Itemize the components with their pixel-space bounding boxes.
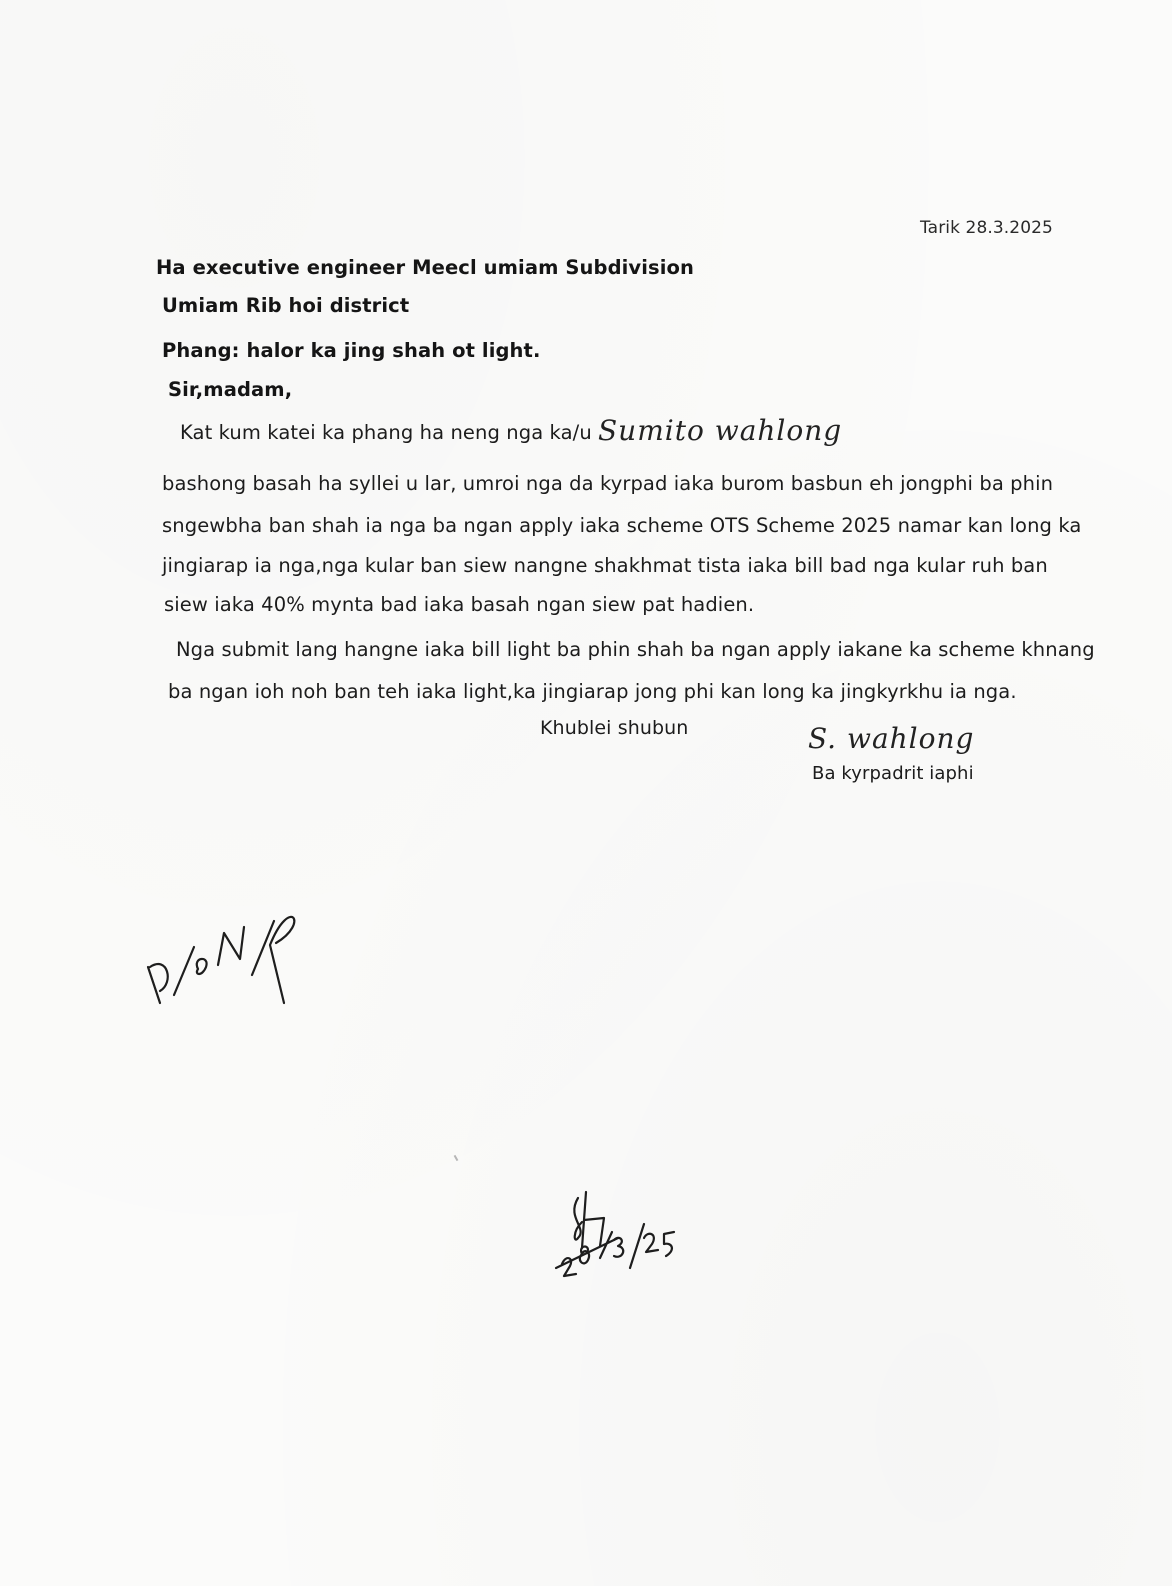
signature-caption: Ba kyrpadrit iaphi <box>812 763 974 784</box>
body-line-7: ba ngan ioh noh ban teh iaka light,ka jingiarap jong phi kan long ka jingkyrkhu ia nga. <box>168 680 1017 703</box>
body-line-6: Nga submit lang hangne iaka bill light ba phin shah ba ngan apply iakane ka scheme khnang <box>176 638 1095 661</box>
recipient-line-2: Umiam Rib hoi district <box>162 294 410 317</box>
body-line-3: sngewbha ban shah ia nga ba ngan apply iaka scheme OTS Scheme 2025 namar kan long ka <box>162 514 1082 537</box>
body-line-2: bashong basah ha syllei u lar, umroi nga da kyrpad iaka burom basbun eh jongphi ba phin <box>162 472 1054 495</box>
scan-speck <box>454 1155 459 1161</box>
letter-date: Tarik 28.3.2025 <box>920 218 1053 238</box>
salutation: Sir,madam, <box>168 378 293 401</box>
initials-scribble <box>548 1188 688 1288</box>
body-line-4: jingiarap ia nga,nga kular ban siew nangne shakhmat tista iaka bill bad nga kular ruh ban <box>162 554 1048 577</box>
recipient-line-1: Ha executive engineer Meecl umiam Subdivision <box>156 256 694 279</box>
margin-note-text <box>140 1020 144 1021</box>
signature-handwritten: S. wahlong <box>808 722 975 755</box>
body-line-1: Kat kum katei ka phang ha neng nga ka/u <box>180 421 592 444</box>
initials-date-text <box>560 1290 564 1291</box>
closing: Khublei shubun <box>540 717 689 739</box>
handwritten-name: Sumito wahlong <box>598 414 843 447</box>
body-line-5: siew iaka 40% mynta bad iaka basah ngan siew pat hadien. <box>164 593 755 616</box>
subject-line: Phang: halor ka jing shah ot light. <box>162 339 541 362</box>
margin-note-scribble <box>140 885 320 1015</box>
